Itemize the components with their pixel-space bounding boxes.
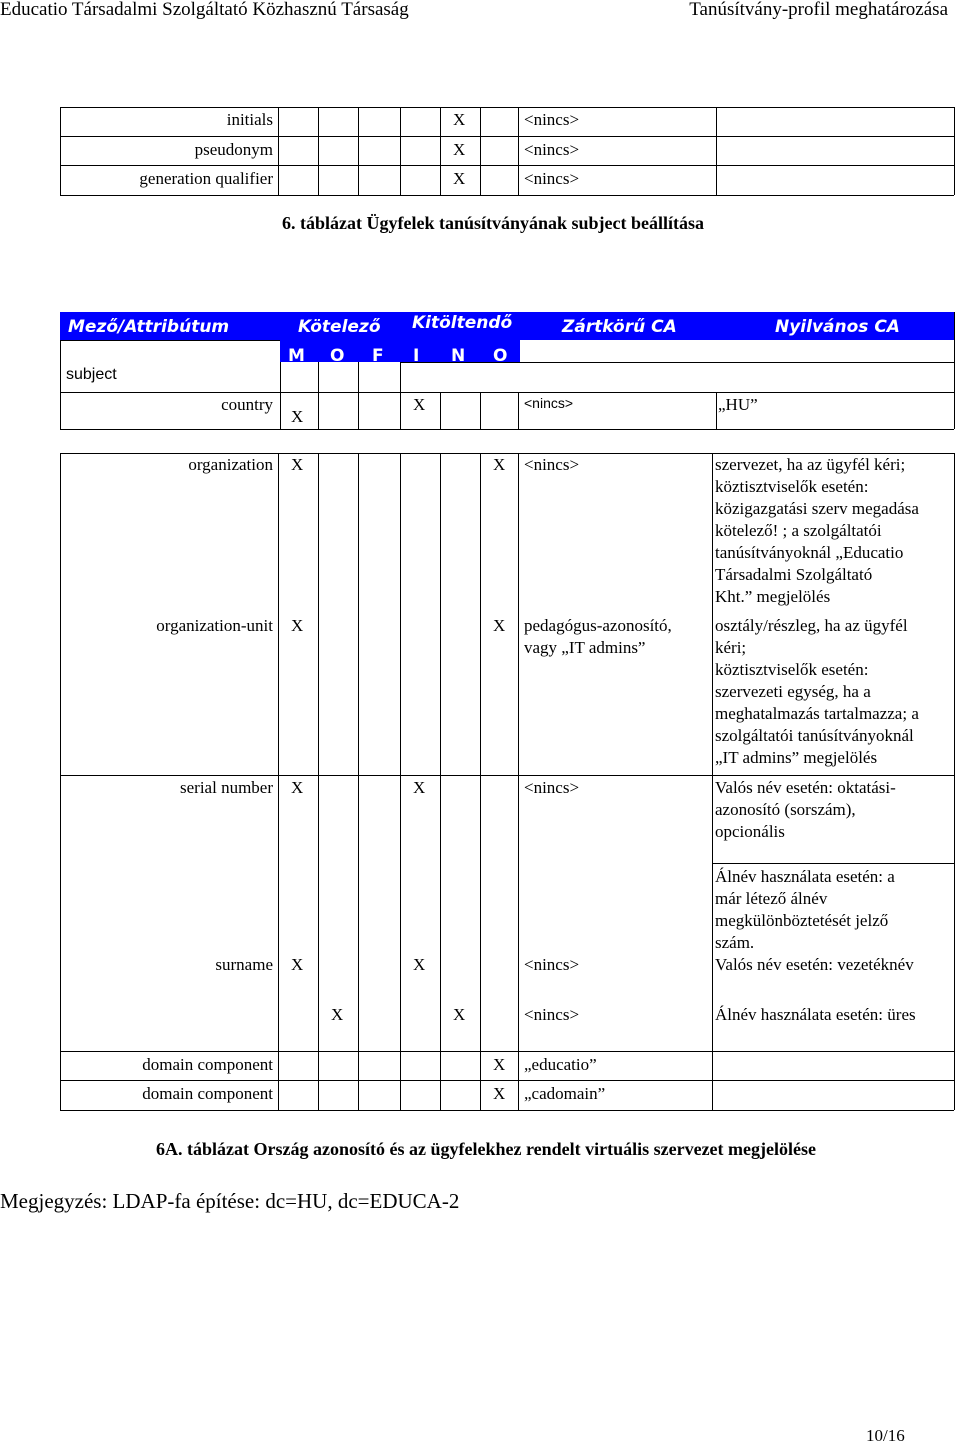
page-header-left: Educatio Társadalmi Szolgáltató Közhasznú Társaság [0,0,409,20]
org-unit-public-ca-line: kéri; [715,638,747,657]
table-row-x: X [453,110,466,129]
organization-public-ca-line: Kht.” megjelölés [715,587,831,606]
org-unit-m: X [291,616,304,635]
org-unit-attr: organization-unit [156,616,273,635]
surname2-o: X [331,1005,344,1024]
serial-public-ca2-line: megkülönböztetését jelző [715,911,889,930]
organization-public-ca-line: szervezet, ha az ügyfél kéri; [715,455,906,474]
country-private-ca: <nincs> [524,395,574,411]
org-unit-public-ca-line: osztály/részleg, ha az ügyfél [715,616,908,635]
organization-m: X [291,455,304,474]
dc1-private-ca: „educatio” [524,1055,597,1074]
dc2-attr: domain component [142,1084,273,1103]
country-m: X [291,407,304,426]
serial-f: X [413,778,426,797]
serial-public-ca2-line: már létező álnév [715,889,828,908]
header-mandatory: Kötelező [298,317,381,337]
table-row-attr: initials [226,110,273,129]
table-row-value: <nincs> [524,140,580,159]
dc1-i: X [493,1055,506,1074]
table-caption: 6. táblázat Ügyfelek tanúsítványának subject beállítása [282,213,705,233]
organization-i: X [493,455,506,474]
subheader-n: N [451,346,466,366]
table-row-value: <nincs> [524,169,580,188]
surname2-public-ca: Álnév használata esetén: üres [715,1005,916,1024]
surname-f: X [413,955,426,974]
subheader-f: F [372,346,384,366]
org-unit-public-ca-line: meghatalmazás tartalmazza; a [715,704,919,723]
subheader-i: I [413,346,420,366]
header-field-attribute: Mező/Attribútum [68,317,230,337]
serial-public-ca-line: Valós név esetén: oktatási- [715,778,896,797]
table-subheader [280,340,520,362]
serial-public-ca-line: azonosító (sorszám), [715,800,856,819]
table-row-attr: generation qualifier [139,169,273,188]
serial-attr: serial number [180,778,273,797]
org-unit-i: X [493,616,506,635]
organization-public-ca-line: kötelező! ; a szolgáltatói [715,521,882,540]
org-unit-public-ca-line: „IT admins” megjelölés [715,748,878,767]
header-private-ca: Zártkörű CA [562,317,677,337]
org-unit-private-ca-line: vagy „IT admins” [524,638,646,657]
page-number: 10/16 [866,1426,905,1445]
surname-m: X [291,955,304,974]
org-unit-private-ca-line: pedagógus-azonosító, [524,616,672,635]
serial-private-ca: <nincs> [524,778,580,797]
serial-public-ca2-line: Álnév használata esetén: a [715,867,895,886]
organization-attr: organization [188,455,273,474]
header-to-fill: Kitöltendő [412,313,513,333]
organization-public-ca-line: köztisztviselők esetén: [715,477,869,496]
header-public-ca: Nyilvános CA [775,317,900,337]
org-unit-public-ca-line: szervezeti egység, ha a [715,682,871,701]
note: Megjegyzés: LDAP-fa építése: dc=HU, dc=EDUCA-2 [0,1189,460,1213]
surname2-i: X [453,1005,466,1024]
serial-public-ca-line: opcionális [715,822,785,841]
table-row-x: X [453,140,466,159]
subheader-m: M [288,346,305,366]
surname-private-ca: <nincs> [524,955,580,974]
country-attr: country [221,395,273,414]
surname2-private-ca: <nincs> [524,1005,580,1024]
table-caption-6a: 6A. táblázat Ország azonosító és az ügyfelekhez rendelt virtuális szervezet megjelölése [156,1139,816,1159]
table-row-x: X [453,169,466,188]
organization-public-ca-line: Társadalmi Szolgáltató [715,565,873,584]
subheader-o2: O [493,346,508,366]
country-public-ca: „HU” [718,395,758,414]
serial-m: X [291,778,304,797]
dc1-attr: domain component [142,1055,273,1074]
table-row-value: <nincs> [524,110,580,129]
page-header-right: Tanúsítvány-profil meghatározása [689,0,948,20]
organization-public-ca-line: tanúsítványoknál „Educatio [715,543,904,562]
organization-public-ca-line: közigazgatási szerv megadása [715,499,919,518]
organization-private-ca: <nincs> [524,455,580,474]
org-unit-public-ca-line: köztisztviselők esetén: [715,660,869,679]
dc2-private-ca: „cadomain” [524,1084,606,1103]
surname-attr: surname [215,955,273,974]
country-i: X [413,395,426,414]
org-unit-public-ca-line: szolgáltatói tanúsítványoknál [715,726,914,745]
serial-public-ca2-line: szám. [715,933,755,952]
subject-label: subject [66,366,117,383]
subheader-o: O [330,346,345,366]
surname-public-ca: Valós név esetén: vezetéknév [715,955,914,974]
dc2-i: X [493,1084,506,1103]
table-row-attr: pseudonym [194,140,273,159]
